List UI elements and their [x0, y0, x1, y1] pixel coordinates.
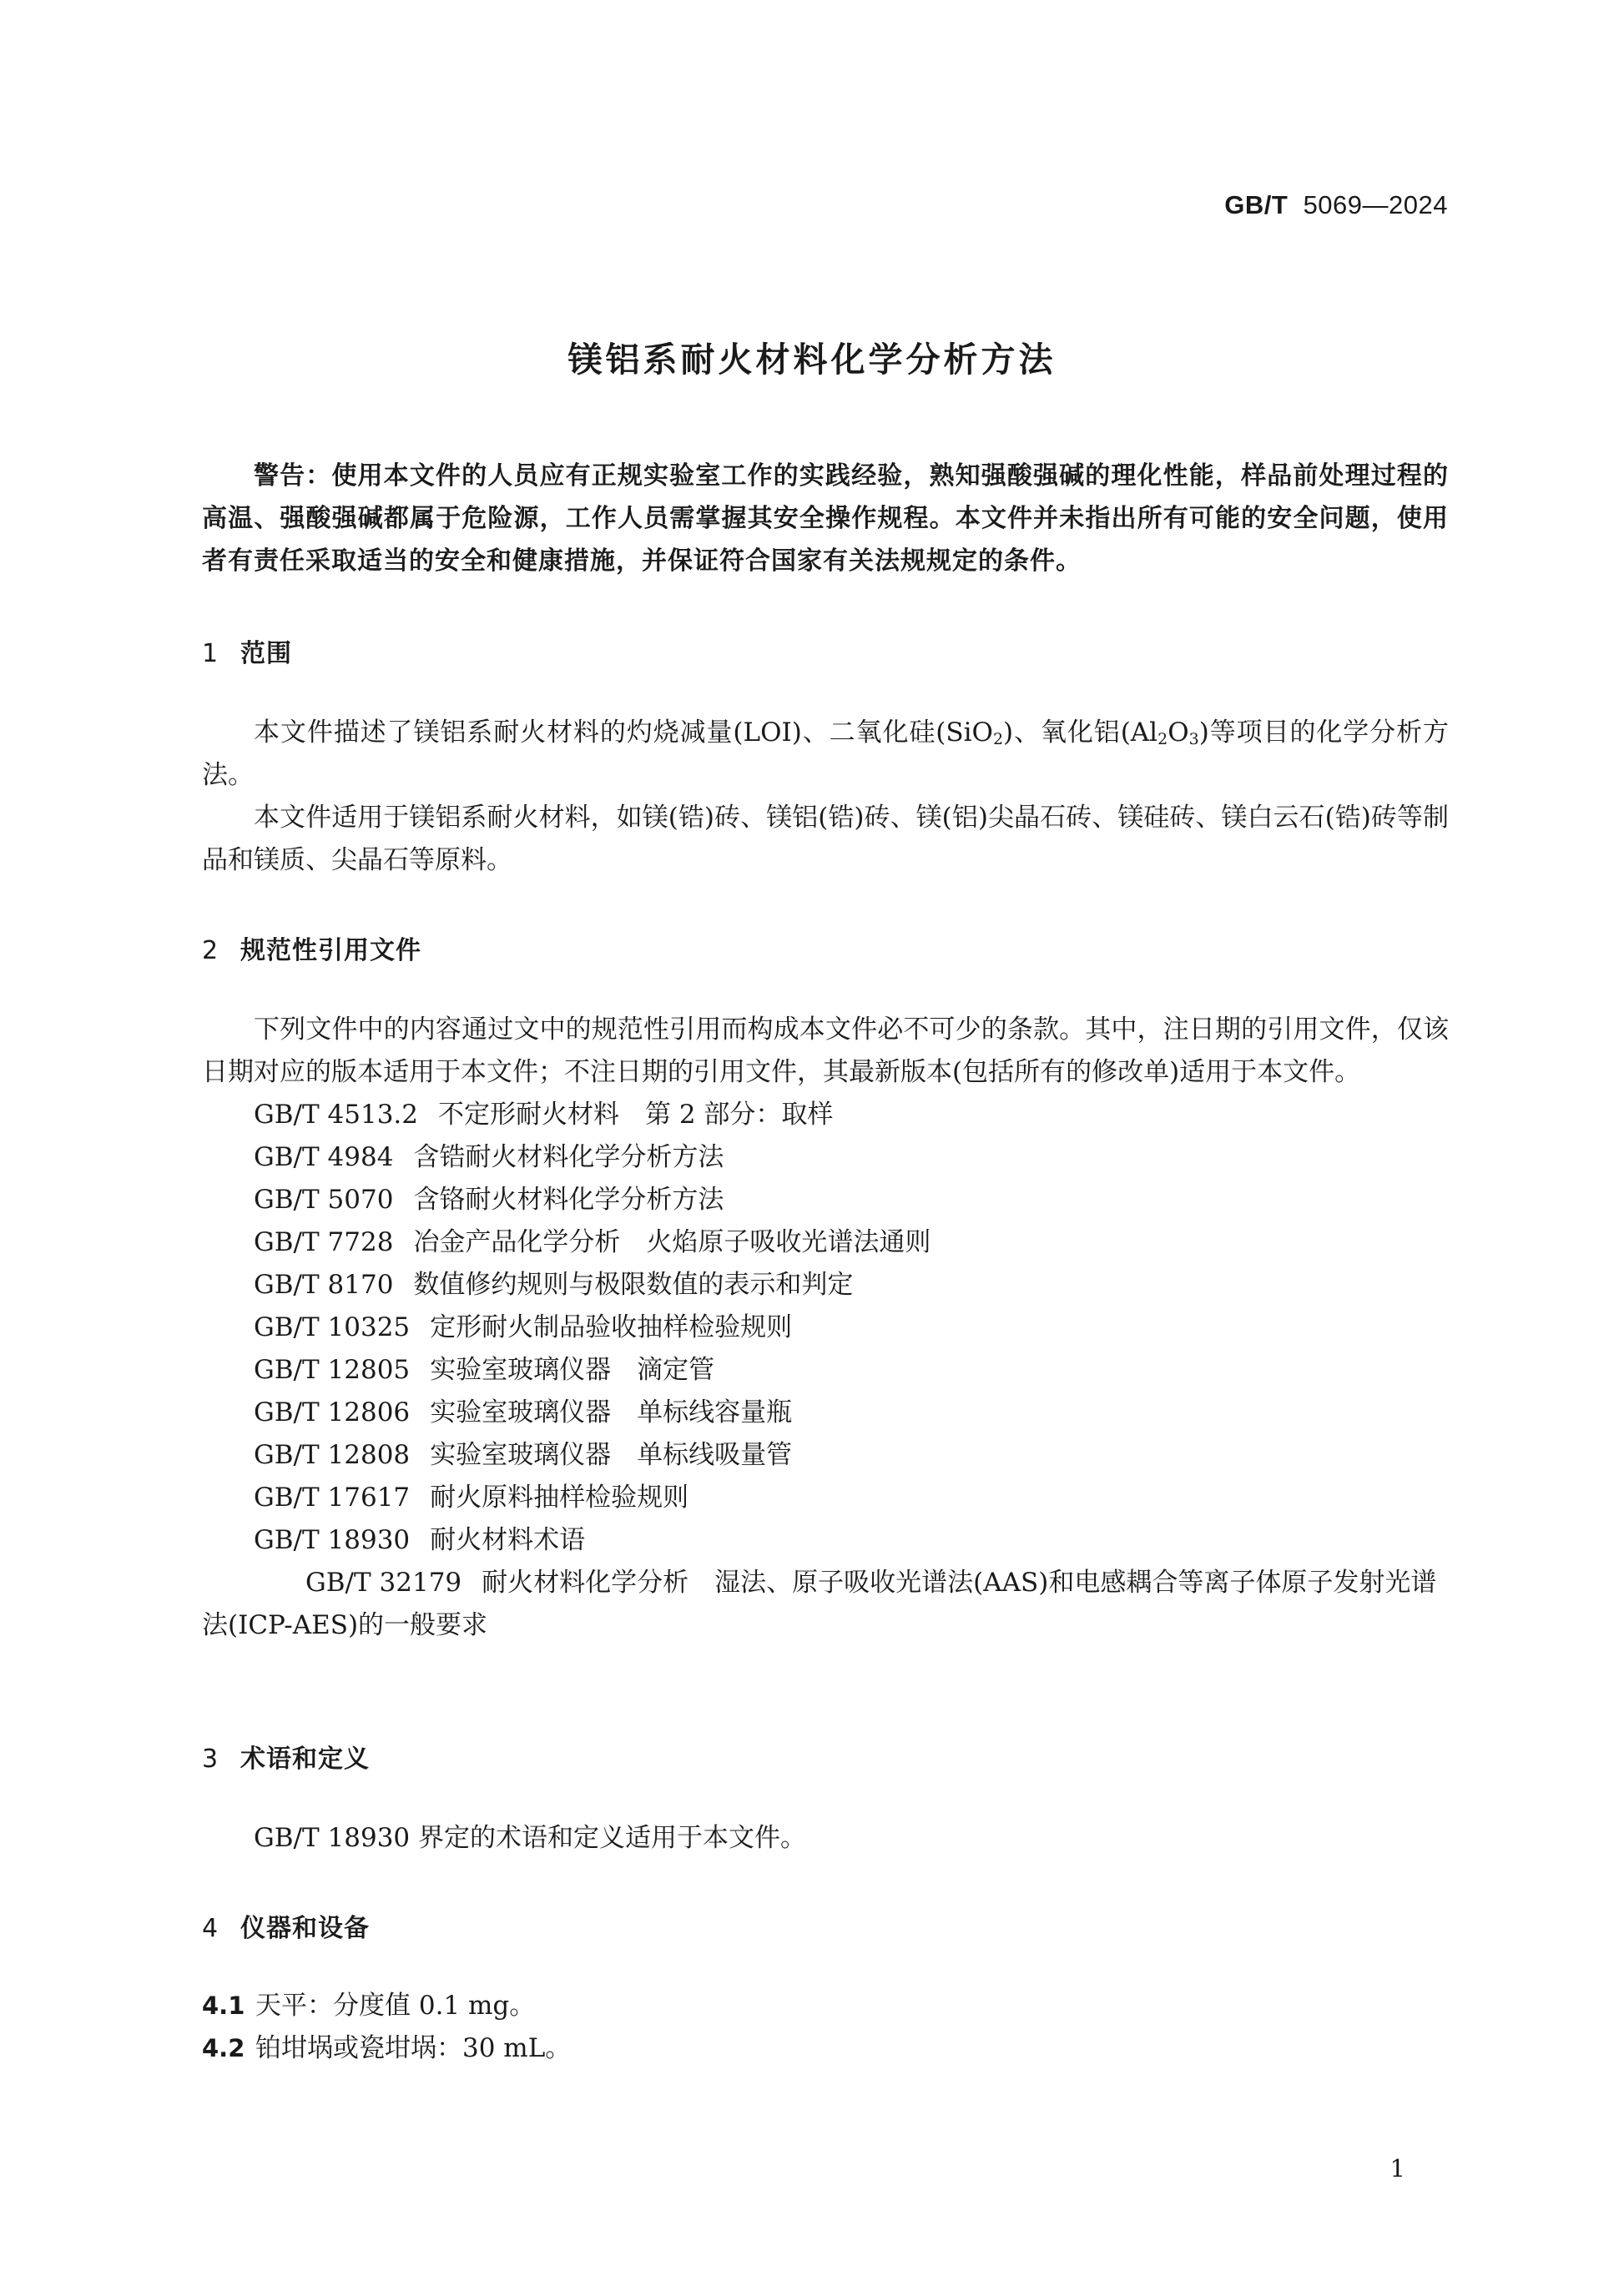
section-3-body: [202, 1817, 1449, 1860]
reference-item: GB/T 4513.2 不定形耐火材料 第 2 部分：取样: [254, 1100, 834, 1130]
section-title: 术语和定义: [240, 1745, 370, 1774]
document-code-number: 5069—2024: [1303, 190, 1448, 219]
warning-paragraph: 警告：使用本文件的人员应有正规实验室工作的实践经验，熟知强酸强碱的理化性能，样品前处理过程的高温、强酸强碱都属于危险源，工作人员需掌握其安全操作规程。本文件并未指出所有可能的安全问题，使用者有责任采取适当的安全和健康措施，并保证符合国家有关法规规定的条件。: [202, 461, 1449, 576]
section-2-body: [202, 1009, 1449, 1647]
terms-paragraph: GB/T 18930 界定的术语和定义适用于本文件。: [254, 1823, 806, 1853]
reference-item: GB/T 12806 实验室玻璃仪器 单标线容量瓶: [254, 1397, 793, 1427]
section-number: 4: [202, 1914, 219, 1943]
document-code: [1224, 190, 1448, 220]
scope-paragraph-2: 本文件适用于镁铝系耐火材料，如镁(锆)砖、镁铝(锆)砖、镁(铝)尖晶石砖、镁硅砖、镁白云石(锆)砖等制品和镁质、尖晶石等原料。: [202, 803, 1449, 875]
reference-item: GB/T 12808 实验室玻璃仪器 单标线吸量管: [254, 1440, 793, 1470]
reference-item: GB/T 12805 实验室玻璃仪器 滴定管: [254, 1355, 715, 1385]
clause-4-2: [202, 2027, 571, 2070]
clause-text: 天平：分度值 0.1 mg。: [255, 1991, 536, 2021]
section-1-body: [202, 712, 1449, 882]
reference-item: GB/T 18930 耐火材料术语: [254, 1525, 586, 1555]
references-intro: 下列文件中的内容通过文中的规范性引用而构成本文件必不可少的条款。其中，注日期的引用文件，仅该日期对应的版本适用于本文件；不注日期的引用文件，其最新版本(包括所有的修改单)适用于本文件。: [202, 1015, 1449, 1087]
reference-item: GB/T 7728 冶金产品化学分析 火焰原子吸收光谱法通则: [254, 1227, 931, 1257]
section-1-heading: [202, 632, 292, 669]
section-number: 3: [202, 1745, 219, 1774]
page-number: 1: [1389, 2154, 1405, 2183]
document-title: 镁铝系耐火材料化学分析方法: [567, 340, 1057, 380]
section-4-heading: [202, 1907, 370, 1944]
section-number: 1: [202, 639, 219, 668]
reference-item: GB/T 5070 含铬耐火材料化学分析方法: [254, 1185, 724, 1215]
clause-number: 4.1: [202, 1991, 245, 2020]
section-title: 规范性引用文件: [240, 936, 421, 965]
clause-4-1: [202, 1985, 535, 2027]
reference-item: GB/T 17617 耐火原料抽样检验规则: [254, 1483, 689, 1513]
reference-item: GB/T 32179 耐火材料化学分析 湿法、原子吸收光谱法(AAS)和电感耦合等离子体原子发射光谱法(ICP-AES)的一般要求: [202, 1568, 1437, 1640]
reference-list: [202, 1094, 1449, 1647]
reference-item: GB/T 8170 数值修约规则与极限数值的表示和判定: [254, 1270, 854, 1300]
document-code-prefix: GB/T: [1224, 190, 1289, 219]
clause-text: 铂坩埚或瓷坩埚：30 mL。: [255, 2033, 572, 2063]
section-number: 2: [202, 936, 219, 965]
section-title: 仪器和设备: [240, 1914, 370, 1943]
section-3-heading: [202, 1738, 370, 1775]
reference-item: GB/T 4984 含锆耐火材料化学分析方法: [254, 1142, 724, 1172]
scope-paragraph-1: 本文件描述了镁铝系耐火材料的灼烧减量(LOI)、二氧化硅(SiO$_2$)、氧化铝$(Al_2O_3)$等项目的化学分析方法。: [202, 718, 1449, 790]
section-title: 范围: [240, 639, 292, 668]
clause-number: 4.2: [202, 2034, 245, 2062]
section-2-heading: [202, 929, 421, 966]
reference-item: GB/T 10325 定形耐火制品验收抽样检验规则: [254, 1312, 793, 1342]
